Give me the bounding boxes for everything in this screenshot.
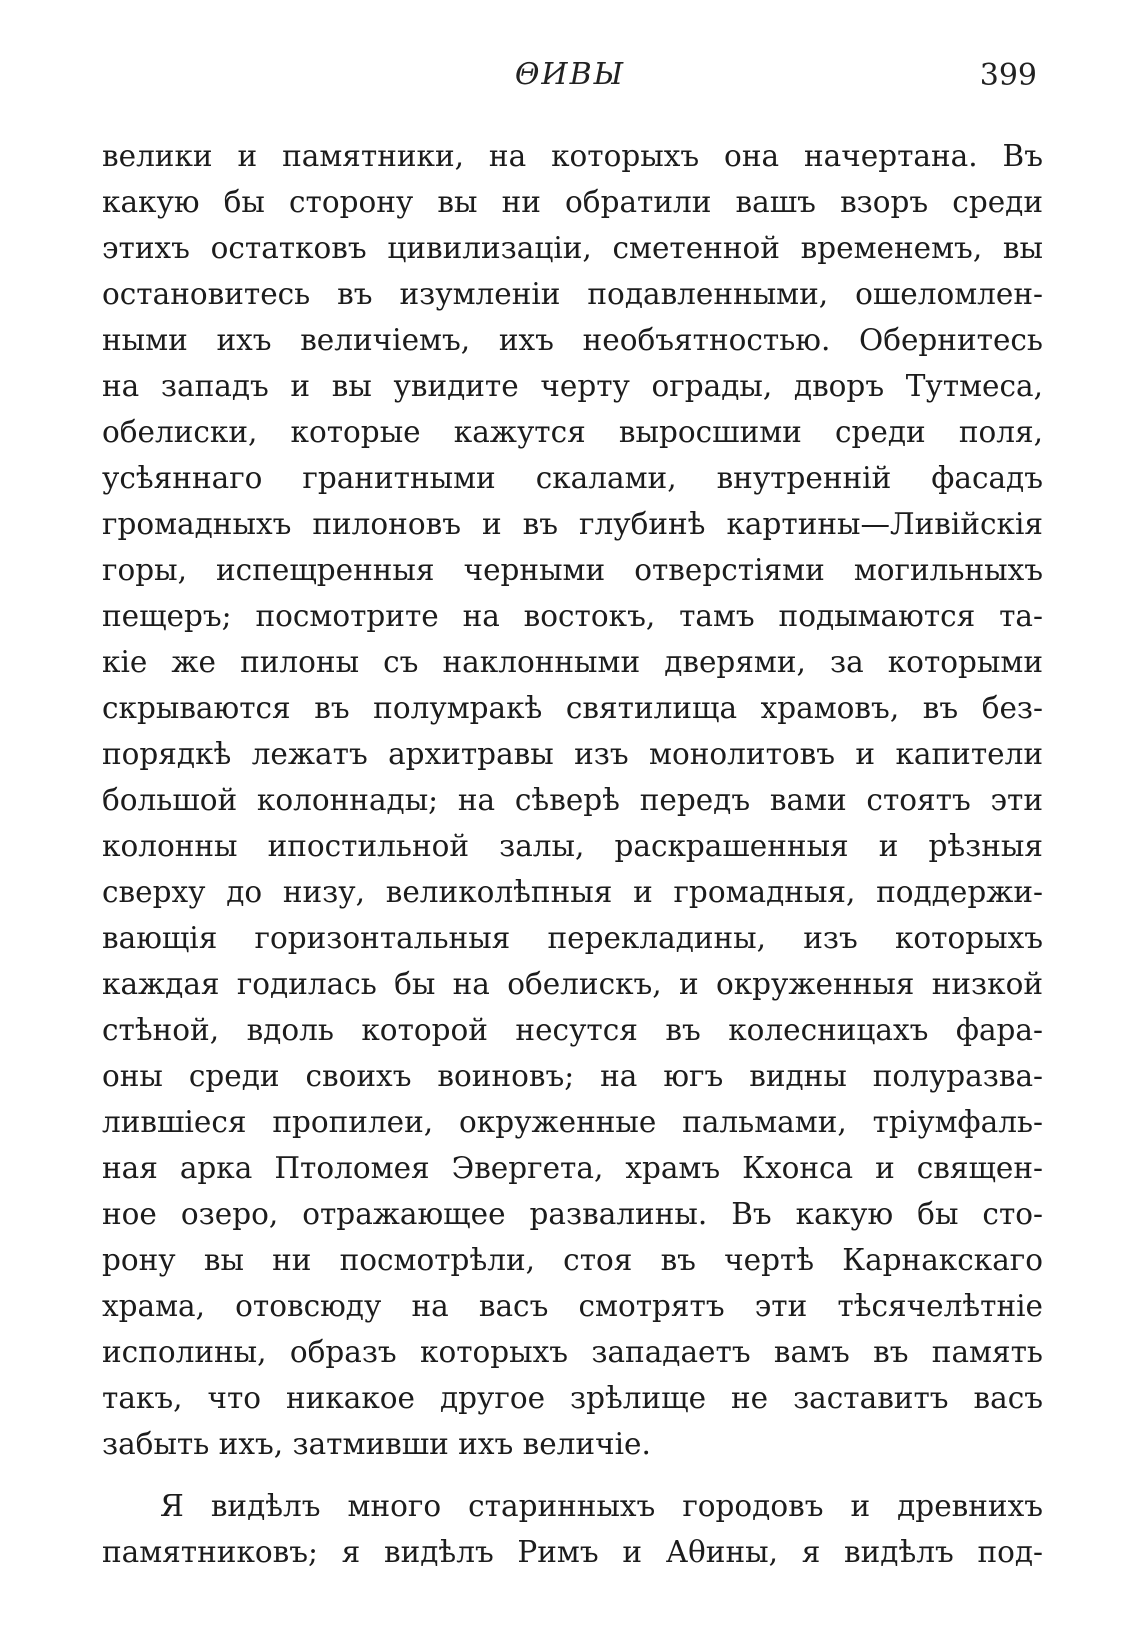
text-line: ная арка Птоломея Эвергета, храмъ Кхонса и священ- bbox=[102, 1151, 1043, 1185]
text-line: ное озеро, отражающее развалины. Въ какую бы сто- bbox=[102, 1197, 1043, 1231]
text-line: вающiя горизонтальныя перекладины, изъ которыхъ bbox=[102, 921, 1043, 955]
text-line: Я видѣлъ много старинныхъ городовъ и древнихъ bbox=[160, 1489, 1043, 1523]
text-line: большой колоннады; на сѣверѣ передъ вами стоятъ эти bbox=[102, 783, 1043, 817]
text-line: обелиски, которые кажутся выросшими среди поля, bbox=[102, 415, 1043, 449]
text-line: рону вы ни посмотрѣли, стоя въ чертѣ Карнакскаго bbox=[102, 1243, 1043, 1277]
text-line: храма, отовсюду на васъ смотрятъ эти тѣсячелѣтнiе bbox=[102, 1289, 1043, 1323]
paragraph-1 bbox=[102, 133, 1043, 1467]
text-line: усѣяннаго гранитными скалами, внутреннiй фасадъ bbox=[102, 461, 1043, 495]
text-line: оны среди своихъ воиновъ; на югъ видны полуразва- bbox=[102, 1059, 1043, 1093]
paragraph-2 bbox=[102, 1483, 1043, 1575]
text-line: горы, испещренныя черными отверстiями могильныхъ bbox=[102, 553, 1043, 587]
text-line: колонны ипостильной залы, раскрашенныя и рѣзныя bbox=[102, 829, 1043, 863]
text-line: сверху до низу, великолѣпныя и громадныя, поддержи- bbox=[102, 875, 1043, 909]
text-line: пещеръ; посмотрите на востокъ, тамъ подымаются та- bbox=[102, 599, 1043, 633]
text-line: ными ихъ величiемъ, ихъ необъятностью. Обернитесь bbox=[102, 323, 1043, 357]
body-text bbox=[102, 133, 1043, 1575]
text-line: порядкѣ лежатъ архитравы изъ монолитовъ и капители bbox=[102, 737, 1043, 771]
text-line: велики и памятники, на которыхъ она начертана. Въ bbox=[102, 139, 1043, 173]
text-line: такъ, что никакое другое зрѣлище не заставитъ васъ bbox=[102, 1381, 1043, 1415]
text-line: какую бы сторону вы ни обратили вашъ взоръ среди bbox=[102, 185, 1043, 219]
text-line: кiе же пилоны съ наклонными дверями, за которыми bbox=[102, 645, 1043, 679]
text-line: стѣной, вдоль которой несутся въ колесницахъ фара- bbox=[102, 1013, 1043, 1047]
text-line: забыть ихъ, затмивши ихъ величiе. bbox=[102, 1427, 651, 1461]
paragraph-gap bbox=[102, 1467, 1043, 1483]
text-line: этихъ остатковъ цивилизацiи, сметенной временемъ, вы bbox=[102, 231, 1043, 265]
text-line: исполины, образъ которыхъ западаетъ вамъ въ память bbox=[102, 1335, 1043, 1369]
text-line: лившiеся пропилеи, окруженные пальмами, трiумфаль- bbox=[102, 1105, 1043, 1139]
text-line: громадныхъ пилоновъ и въ глубинѣ картины—Ливiйскiя bbox=[102, 507, 1043, 541]
text-line: остановитесь въ изумленiи подавленными, ошеломлен- bbox=[102, 277, 1043, 311]
text-line: каждая годилась бы на обелискъ, и окруженныя низкой bbox=[102, 967, 1043, 1001]
page-number: 399 bbox=[979, 58, 1037, 93]
text-line: на западъ и вы увидите черту ограды, дворъ Тутмеса, bbox=[102, 369, 1043, 403]
running-title: ΘИВЫ bbox=[514, 57, 626, 92]
text-line: скрываются въ полумракѣ святилища храмовъ, въ без- bbox=[102, 691, 1043, 725]
text-line: памятниковъ; я видѣлъ Римъ и Аθины, я видѣлъ под- bbox=[102, 1535, 1043, 1569]
